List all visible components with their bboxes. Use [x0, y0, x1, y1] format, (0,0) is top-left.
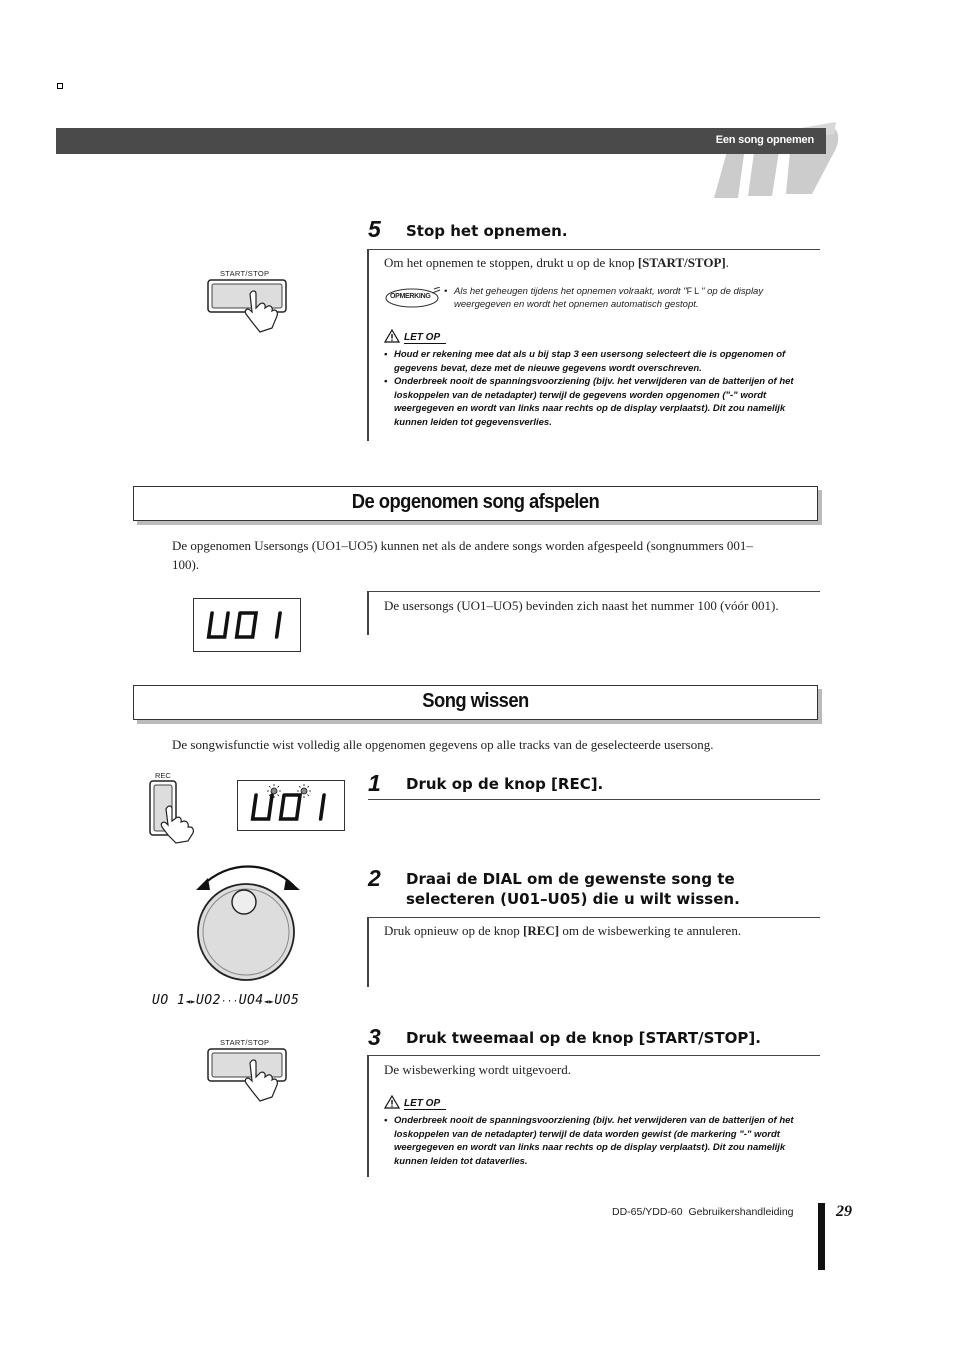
lcd-display-play [193, 598, 301, 652]
start-stop-label-2: START/STOP [220, 1038, 270, 1047]
caution-header-step3 [384, 1093, 446, 1111]
section-header-erase [133, 685, 818, 720]
step-1-rule [368, 799, 820, 800]
page-section-title: Een song opnemen [715, 134, 814, 146]
warning-icon [384, 329, 400, 343]
header-decoration-graphic [708, 112, 843, 204]
caution-item: • Houd er rekening mee dat als u bij stap 3 een usersong selecteert die is opgenomen of gegevens bevat, deze met de nieuwe gegevens wordt overschreven. [384, 348, 816, 375]
ellipsis-icon: ··· [220, 997, 239, 1007]
step-5-note: • Als het geheugen tijdens het opnemen volraakt, wordt "FL" op de display weergegeven en wordt het opnemen automatisch gestopt. [444, 286, 764, 310]
dial-icon [188, 856, 306, 988]
footer-model: DD-65/YDD-60 Gebruikershandleiding [612, 1206, 794, 1218]
lcd-blinking-graphic [238, 781, 344, 830]
section-title-erase: Song wissen [422, 690, 529, 712]
step-5-bar [367, 249, 369, 441]
step-5-title: Stop het opnemen. [406, 222, 568, 240]
warning-icon [384, 1095, 400, 1109]
page-header-bar [56, 128, 826, 154]
start-stop-button-icon [206, 278, 290, 334]
lcd-erase-text [238, 781, 239, 782]
lcd-segment-graphic [194, 599, 300, 651]
step-5-caution-list [384, 348, 816, 429]
dial-seq-item: UO2 [195, 993, 221, 1008]
page-number: 29 [836, 1203, 852, 1220]
section-header-play [133, 486, 818, 521]
section-play-rule [368, 591, 820, 592]
caution-item: • Onderbreek nooit de spanningsvoorziening (bijv. het verwijderen van de batterijen of het loskoppelen van de netadapter) terwijl de data worden gewist (de markering "-" wordt weergegeven en wordt van links naar rechts op de display verplaatst). Dit zou namelijk kunnen leiden tot dataverlies. [384, 1114, 810, 1168]
dial-seq-item: UO4 [238, 993, 264, 1008]
rec-label: REC [155, 771, 171, 780]
section-play-intro: De opgenomen Usersongs (UO1–UO5) kunnen net als de andere songs worden afgespeeld (songnummers 001–100). [172, 538, 753, 572]
note-badge [384, 287, 442, 309]
section-title-play: De opgenomen song afspelen [351, 491, 600, 513]
step-3-rule [368, 1055, 820, 1056]
fl-display-text: FL [686, 286, 702, 296]
step-3-title: Druk tweemaal op de knop [START/STOP]. [406, 1029, 761, 1047]
start-stop-button-icon [206, 1047, 290, 1103]
step-1-number: 1 [368, 770, 381, 796]
caution-label: LET OP [404, 1098, 446, 1110]
caution-item: • Onderbreek nooit de spanningsvoorziening (bijv. het verwijderen van de batterijen of het loskoppelen van de netadapter) terwijl de gegevens worden opgenomen ("-" wordt weergegeven en wordt van links naar rechts op de display verplaatst). Dit zou namelijk kunnen leiden tot gegevensverlies. [384, 375, 816, 429]
step-5-number: 5 [368, 216, 381, 242]
step-2-title: Draai de DIAL om de gewenste song te selecteren (U01–U05) die u wilt wissen. [406, 870, 740, 908]
arrow-both-icon: ◄► [263, 997, 275, 1006]
step-3-number: 3 [368, 1024, 381, 1050]
step-2-body: Druk opnieuw op de knop [REC] om de wisbewerking te annuleren. [384, 923, 742, 938]
step-3-body: De wisbewerking wordt uitgevoerd. [384, 1062, 572, 1077]
step-3-bar [367, 1055, 369, 1177]
footer-page-bar [818, 1203, 825, 1270]
section-play-bar [367, 591, 369, 635]
corner-mark [57, 83, 63, 89]
section-erase-intro: De songwisfunctie wist volledig alle opgenomen gegevens op alle tracks van de geselecteerde usersong. [172, 737, 714, 752]
step-2-bar [367, 917, 369, 987]
step-2-number: 2 [368, 865, 381, 891]
step-3-caution-list [384, 1114, 810, 1168]
section-play-note: De usersongs (UO1–UO5) bevinden zich naast het nummer 100 (vóór 001). [384, 598, 779, 613]
dial-sequence [152, 993, 299, 1008]
step-2-rule [368, 917, 820, 918]
dial-seq-item: UO5 [274, 993, 300, 1008]
step-5-rule [368, 249, 820, 250]
start-stop-label: START/STOP [220, 269, 270, 278]
lcd-display-erase [237, 780, 345, 831]
step-5-body: Om het opnemen te stoppen, drukt u op de knop [START/STOP]. [384, 255, 729, 270]
arrow-both-icon: ◄► [185, 997, 196, 1006]
lcd-display-text [194, 599, 195, 600]
caution-header-step5 [384, 327, 446, 345]
rec-button-icon [148, 779, 196, 845]
step-1-title: Druk op de knop [REC]. [406, 775, 604, 793]
dial-seq-item: UO 1 [152, 993, 186, 1008]
caution-label: LET OP [404, 332, 446, 344]
note-badge-label: OPMERKING [390, 293, 431, 300]
